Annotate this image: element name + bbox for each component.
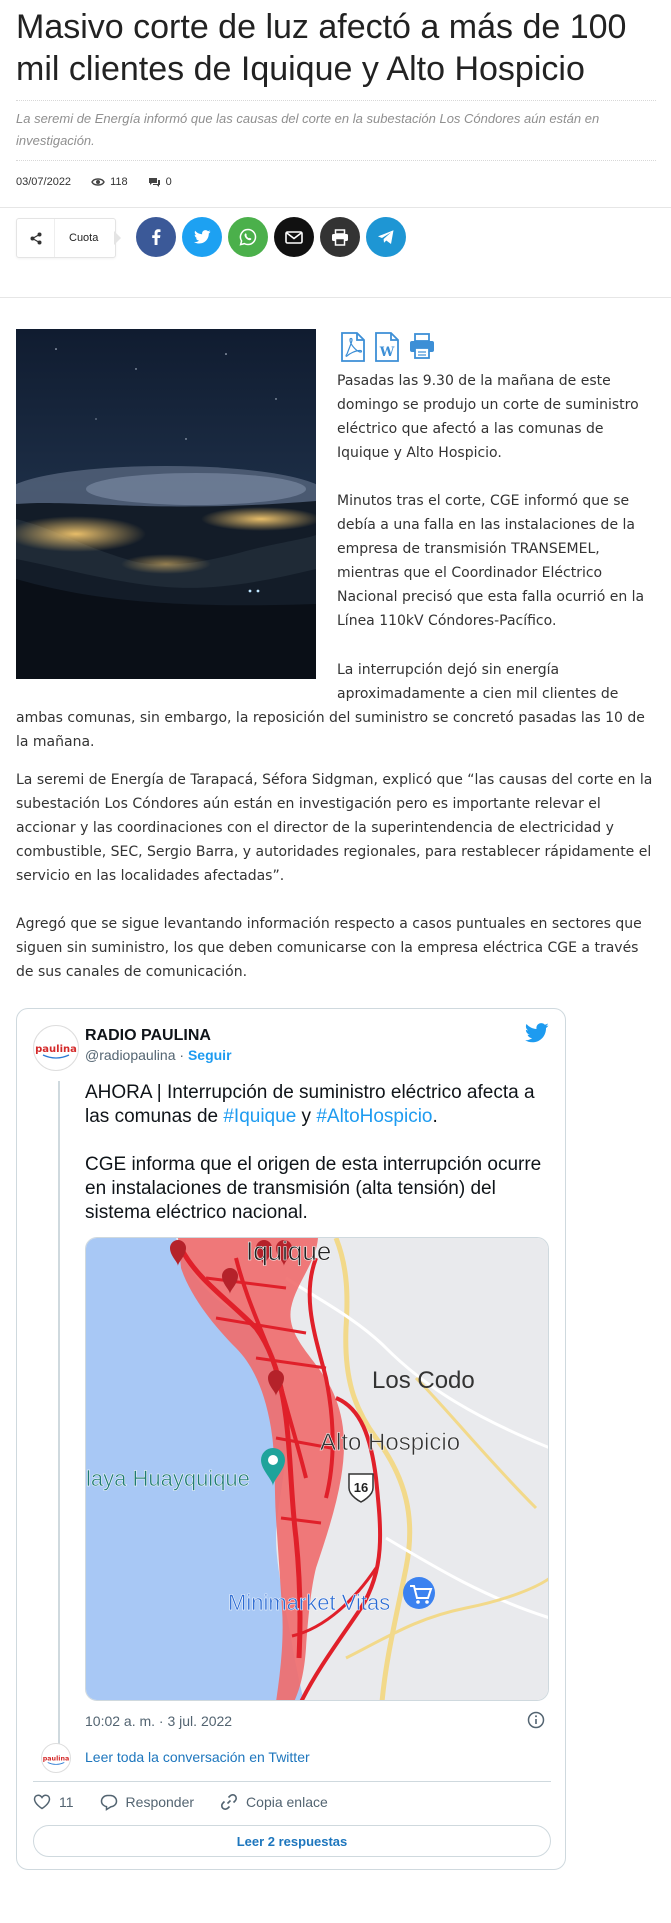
avatar[interactable] (33, 1025, 79, 1071)
word-icon[interactable] (374, 332, 400, 362)
read-replies-button[interactable]: Leer 2 respuestas (33, 1825, 551, 1857)
reply-label: Responder (125, 1794, 195, 1810)
embedded-tweet[interactable] (16, 1008, 566, 1870)
tweet-text-fragment: AHORA | Interrupción de suministro eléctrico afecta a las comunas de (85, 1082, 535, 1127)
divider (16, 100, 656, 101)
article-photo (16, 329, 316, 679)
paragraph: La seremi de Energía de Tarapacá, Séfora Sidgman, explicó que “las causas del corte en la subestación Los Cóndores aún están en investigación pero es importante relevar el accionar y las coordinaciones con el director de la superintendencia de electricidad y combustible, SEC, Sergio Barra, y autoridades regionales, para restablecer rápidamente el servicio en las localidades afectadas”. (16, 772, 653, 884)
tweet-timestamp[interactable]: 10:02 a. m. · 3 jul. 2022 (85, 1713, 233, 1729)
article-meta (16, 174, 172, 190)
facebook-share-button[interactable] (136, 217, 176, 257)
whatsapp-share-button[interactable] (228, 217, 268, 257)
article-title: Masivo corte de luz afectó a más de 100 mil clientes de Iquique y Alto Hospicio (16, 8, 627, 88)
tweet-text-fragment: . (432, 1106, 438, 1127)
print-icon[interactable] (408, 332, 436, 360)
divider (0, 207, 671, 208)
tweet-author-name[interactable]: RADIO PAULINA (85, 1027, 211, 1044)
tweet-paragraph (85, 1081, 555, 1129)
map-label-minimarket: Minimarket Vitas (228, 1590, 391, 1615)
read-conversation-link[interactable]: Leer toda la conversación en Twitter (85, 1749, 310, 1765)
avatar-logo-text: paulina (42, 1755, 70, 1763)
hashtag-link[interactable]: #Iquique (223, 1106, 297, 1127)
paragraph: Agregó que se sigue levantando información respecto a casos puntuales en sectores que siguen sin suministro, los que deben comunicarse con la empresa eléctrica CGE a través de sus canales de comunicación. (16, 916, 642, 980)
paragraph: Pasadas las 9.30 de la mañana de este domingo se produjo un corte de suministro eléctrico que afectó a las comunas de Iquique y Alto Hospicio. (337, 373, 639, 461)
tweet-map-image[interactable] (85, 1237, 549, 1701)
share-arrow (114, 231, 121, 245)
paragraph-line: aproximadamente a cien mil clientes de (337, 686, 619, 702)
tweet-author-handle (85, 1047, 232, 1063)
comment-count: 0 (165, 176, 172, 188)
print-share-button[interactable] (320, 217, 360, 257)
thread-line (58, 1081, 60, 1757)
map-label-los-condores: Los Codo (372, 1367, 475, 1394)
tweet-paragraph: CGE informa que el origen de esta interrupción ocurre en instalaciones de transmisión (alta tensión) del sistema eléctrico nacional. (85, 1154, 542, 1223)
link-icon (220, 1793, 238, 1811)
telegram-icon (377, 229, 395, 245)
paragraph-line: La interrupción dejó sin energía (337, 662, 560, 678)
small-avatar (41, 1743, 71, 1773)
share-button[interactable] (16, 218, 116, 258)
printer-icon (331, 229, 349, 246)
info-icon[interactable] (527, 1711, 545, 1729)
divider (0, 297, 671, 298)
divider (33, 1781, 551, 1782)
route-number: 16 (353, 1480, 369, 1495)
eye-icon (91, 177, 105, 187)
map-label-alto-hospicio: Alto Hospicio (320, 1429, 461, 1456)
separator: · (175, 1047, 188, 1063)
twitter-icon (194, 230, 211, 244)
like-count: 11 (59, 1794, 74, 1810)
copy-link-button[interactable] (220, 1793, 328, 1811)
cart-marker-icon (403, 1577, 435, 1609)
email-share-button[interactable] (274, 217, 314, 257)
whatsapp-icon (239, 228, 257, 246)
view-count: 118 (110, 176, 128, 188)
paragraph: Minutos tras el corte, CGE informó que se debía a una falla en las instalaciones de la empresa de transmisión TRANSEMEL, mientras que el Coordinador Eléctrico Nacional precisó que esta falla ocurrió en la Línea 110kV Cóndores-Pacífico. (337, 493, 645, 629)
copy-link-label: Copia enlace (246, 1794, 328, 1810)
pdf-icon[interactable] (340, 332, 366, 362)
reply-button[interactable] (100, 1794, 195, 1811)
paragraph: ambas comunas, sin embargo, la reposición del suministro se concretó pasadas las 10 de la mañana. (16, 710, 645, 750)
reply-icon (100, 1794, 118, 1811)
heart-icon (33, 1794, 51, 1810)
facebook-icon (151, 229, 161, 245)
document-tools (340, 332, 436, 362)
share-icon (17, 219, 55, 257)
tweet-handle[interactable]: @radiopaulina (85, 1047, 176, 1063)
article-date: 03/07/2022 (16, 176, 72, 188)
tweet-text (85, 1081, 555, 1225)
map-label-iquique: Iquique (246, 1238, 332, 1266)
twitter-bird-icon[interactable] (525, 1023, 549, 1043)
tweet-text-fragment: y (296, 1106, 317, 1127)
svg-text:W: W (379, 345, 395, 360)
like-button[interactable] (33, 1794, 74, 1810)
comment-icon (148, 177, 161, 188)
divider (16, 160, 656, 161)
follow-button[interactable]: Seguir (187, 1047, 232, 1063)
tweet-actions (33, 1793, 354, 1811)
hashtag-link[interactable]: #AltoHospicio (316, 1106, 433, 1127)
share-label: Cuota (69, 232, 99, 244)
article-subtitle: La seremi de Energía informó que las causas del corte en la subestación Los Cóndores aún están en investigación. (16, 111, 600, 148)
twitter-share-button[interactable] (182, 217, 222, 257)
avatar-logo-text: paulina (35, 1044, 77, 1055)
envelope-icon (285, 231, 303, 244)
map-label-playa-huayquique: laya Huayquique (86, 1466, 250, 1491)
telegram-share-button[interactable] (366, 217, 406, 257)
